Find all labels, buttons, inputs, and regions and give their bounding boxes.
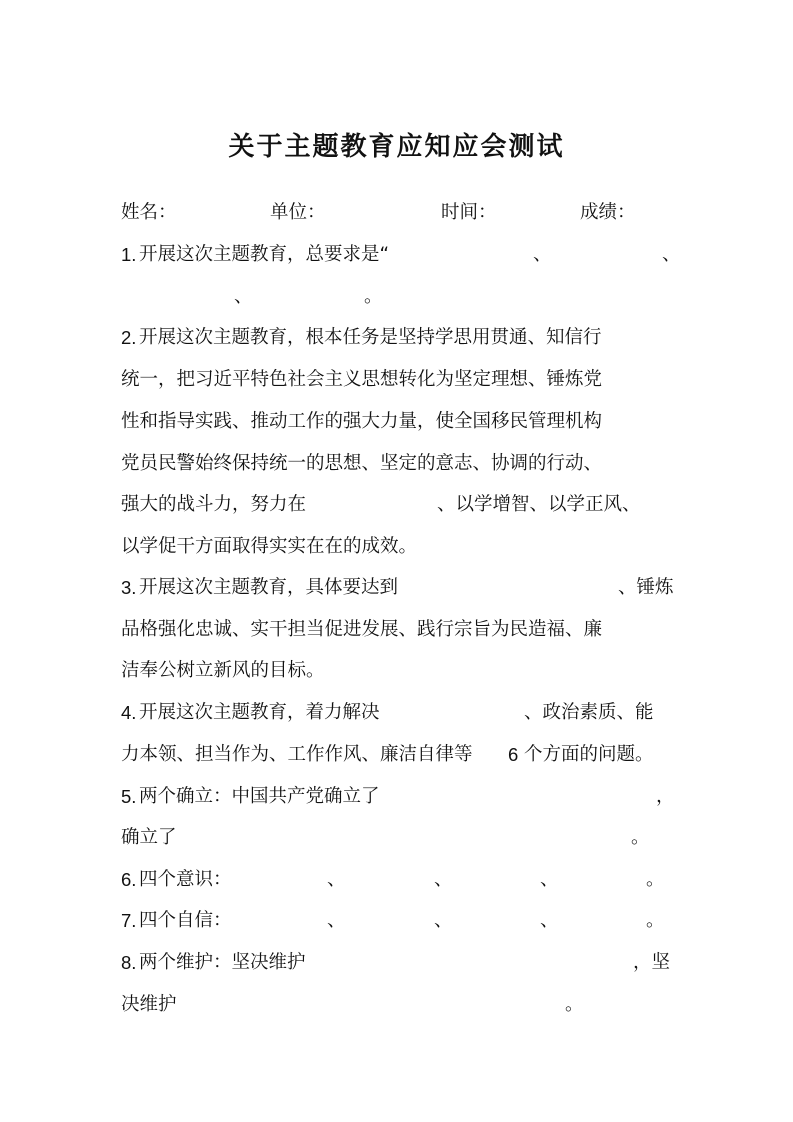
question-8-end: 。 <box>565 994 584 1015</box>
question-2-line-5 <box>121 492 676 518</box>
question-2-number: 2. <box>121 327 137 348</box>
question-6-line <box>121 867 676 893</box>
question-2-line-2 <box>121 367 676 393</box>
question-2-text: 统一，把习近平特色社会主义思想转化为坚定理想、锤炼党 <box>121 369 603 390</box>
question-1-end: 。 <box>364 286 383 307</box>
question-2-line-6 <box>121 534 676 560</box>
question-1-separator: 、 <box>662 244 681 265</box>
question-7-separator: 、 <box>540 910 559 931</box>
question-2-line-1 <box>121 325 676 351</box>
question-7-separator: 、 <box>434 910 453 931</box>
question-3-line-1 <box>121 575 676 601</box>
question-4-line-1 <box>121 700 676 726</box>
question-5-text: ， <box>656 786 675 807</box>
question-2-text: 性和指导实践、推动工作的强大力量，使全国移民管理机构 <box>121 411 603 432</box>
question-4-line-2 <box>121 742 681 768</box>
page-title: 关于主题教育应知应会测试 <box>228 132 565 162</box>
question-2-text: 开展这次主题教育，根本任务是坚持学思用贯通、知信行 <box>139 327 602 348</box>
question-2-line-3 <box>121 409 676 435</box>
question-3-text: 开展这次主题教育，具体要达到 <box>139 577 399 598</box>
time-label: 时间： <box>441 202 497 223</box>
question-6-label: 四个意识： <box>139 869 232 890</box>
question-2-text: 、以学增智、以学正风、 <box>437 494 641 515</box>
question-5-line-1 <box>121 784 676 810</box>
question-4-text: 个方面的问题。 <box>524 744 654 765</box>
question-7-number: 7. <box>121 910 137 931</box>
question-4-number: 4. <box>121 702 137 723</box>
question-3-text: 品格强化忠诚、实干担当促进发展、践行宗旨为民造福、廉 <box>121 619 603 640</box>
question-8-number: 8. <box>121 952 137 973</box>
question-3-line-2 <box>121 617 676 643</box>
question-7-separator: 、 <box>327 910 346 931</box>
question-6-end: 。 <box>646 869 665 890</box>
question-8-text: 两个维护：坚决维护 <box>139 952 306 973</box>
question-4-count: 6 <box>508 744 519 765</box>
question-5-end: 。 <box>631 827 650 848</box>
question-3-text: 、锤炼 <box>618 577 674 598</box>
score-label: 成绩： <box>580 202 636 223</box>
question-6-separator: 、 <box>327 869 346 890</box>
question-5-line-2 <box>121 825 676 851</box>
question-2-line-4 <box>121 451 676 477</box>
question-8-line-2 <box>121 992 676 1018</box>
question-2-text: 党员民警始终保持统一的思想、坚定的意志、协调的行动、 <box>121 453 603 474</box>
question-7-line <box>121 908 676 934</box>
question-6-separator: 、 <box>434 869 453 890</box>
question-7-label: 四个自信： <box>139 910 232 931</box>
question-1-separator: 、 <box>533 244 552 265</box>
question-1-line-2 <box>121 284 401 310</box>
question-5-text: 确立了 <box>121 827 177 848</box>
question-1-text: 开展这次主题教育，总要求是“ <box>139 244 390 265</box>
question-4-text: 力本领、担当作为、工作作风、廉洁自律等 <box>121 744 473 765</box>
question-5-text: 两个确立：中国共产党确立了 <box>139 786 380 807</box>
question-8-text: ，坚 <box>633 952 671 973</box>
question-6-number: 6. <box>121 869 137 890</box>
header-row <box>121 200 681 226</box>
question-3-text: 洁奉公树立新风的目标。 <box>121 660 325 681</box>
question-1-number: 1. <box>121 244 137 265</box>
question-6-separator: 、 <box>540 869 559 890</box>
question-7-end: 。 <box>646 910 665 931</box>
question-3-number: 3. <box>121 577 137 598</box>
question-3-line-3 <box>121 658 676 684</box>
question-1-line-1 <box>121 242 681 268</box>
question-2-text: 强大的战斗力，努力在 <box>121 494 307 515</box>
question-8-line-1 <box>121 950 676 976</box>
question-4-text: 、政治素质、能 <box>524 702 654 723</box>
name-label: 姓名： <box>121 202 177 223</box>
question-5-number: 5. <box>121 786 137 807</box>
unit-label: 单位： <box>270 202 326 223</box>
question-2-text: 以学促干方面取得实实在在的成效。 <box>121 536 418 557</box>
question-1-separator: 、 <box>234 286 253 307</box>
question-8-text: 决维护 <box>121 994 177 1015</box>
question-4-text: 开展这次主题教育，着力解决 <box>139 702 380 723</box>
